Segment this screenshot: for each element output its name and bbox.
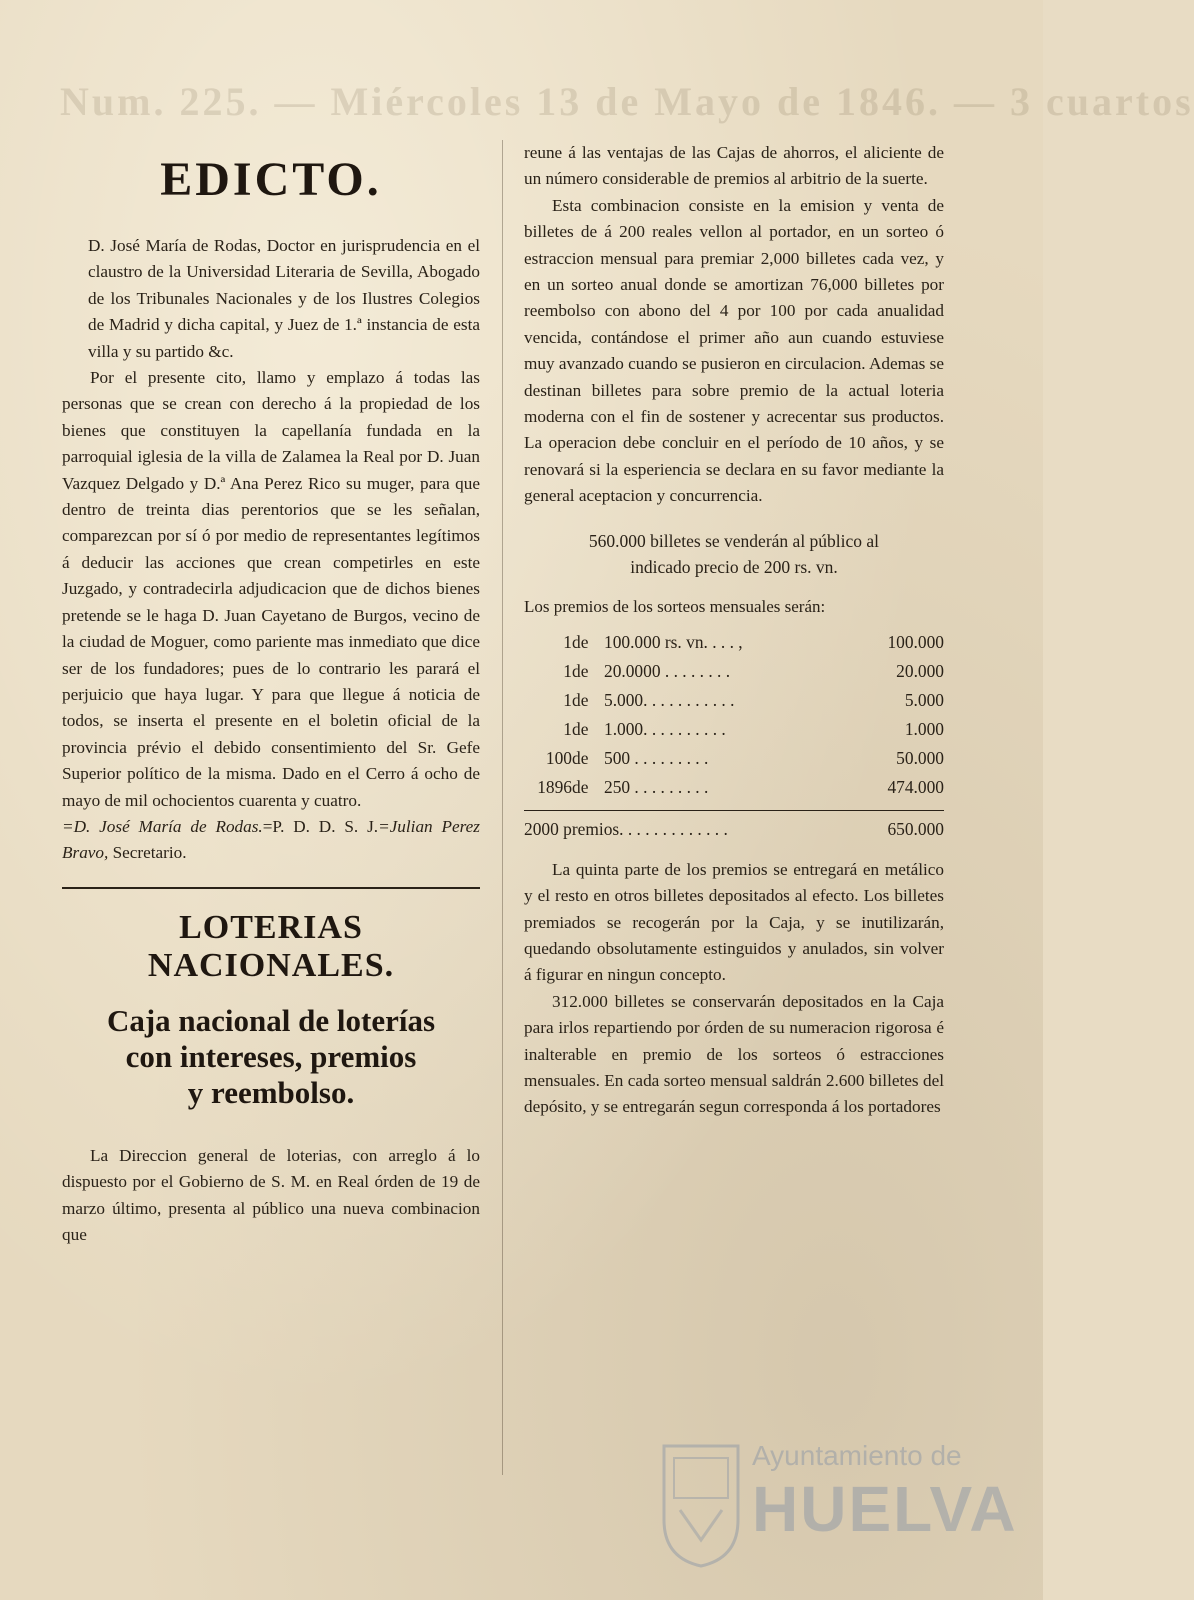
caja-title-line-1: Caja nacional de loterías (106, 1002, 436, 1038)
edicto-title: EDICTO. (160, 153, 382, 206)
prize-amount: 50.000 (896, 747, 944, 768)
prize-desc: 500 . . . . . . . . . (604, 747, 709, 768)
total-label: 2000 premios. . . . . . . . . . . . . (524, 818, 728, 839)
right-para-3: La quinta parte de los premios se entregará en metálico y el resto en otros billetes depositados al efecto. Los billetes premiados se recogerán por la Caja, y se inutilizarán, quedando obsolutamente estinguidos y anulados, sin volver á figurar en ningun concepto. (524, 859, 944, 985)
prize-qty: 1 (563, 689, 572, 710)
notice-line-2: indicado precio de 200 rs. vn. (630, 556, 838, 577)
right-para-4: 312.000 billetes se conservarán depositados en la Caja para irlos repartiendo por órden de su numeracion rigorosa é inalterable en premio de los sorteos ó estracciones mensuales. En cada sorteo mensual saldrán 2.600 billetes del depósito, y se entregarán segun corresponda á los portadores (524, 991, 944, 1117)
prizes-total (524, 815, 944, 843)
edicto-signatures (62, 814, 480, 867)
right-column (524, 140, 944, 1121)
left-column (62, 140, 480, 1248)
signature-pd: =P. D. D. S. J. (262, 816, 379, 836)
right-para-2: Esta combinacion consiste en la emision y venta de billetes de á 200 reales vellon al portador, en un sorteo ó estraccion mensual para premiar 2,000 billetes cada vez, y en un sorteo anual donde se amortizan 76,000 billetes por reembolso con abono del 4 por 100 por cada anualidad vencida, contándose el primer año aun cuando estuviese muy avanzado cuando se pusieron en circulacion. Ademas se destinan billetes para sobre premio de la actual loteria moderna con el fin de sostener y acrecentar sus productos. La operacion debe concluir en el período de 10 años, y se renovará si la esperiencia se declara en su favor mediante la general aceptacion y concurrencia. (524, 195, 944, 506)
watermark-line-1: Ayuntamiento de (752, 1440, 962, 1471)
prize-desc: 1.000. . . . . . . . . . (604, 718, 726, 739)
caja-title-line-3: y reembolso. (187, 1074, 355, 1110)
prize-de: de (572, 776, 589, 797)
prize-desc: 5.000. . . . . . . . . . . (604, 689, 735, 710)
prize-de: de (572, 747, 589, 768)
prize-de: de (572, 689, 589, 710)
edicto-intro: D. José María de Rodas, Doctor en jurisprudencia en el claustro de la Universidad Literaria de Sevilla, Abogado de los Tribunales Nacionales y de los Ilustres Colegios de Madrid y dicha capital, y Juez de 1.ª instancia de esta villa y su partido &c. (88, 236, 480, 361)
caja-title (62, 1003, 480, 1111)
prize-de: de (572, 718, 589, 739)
total-rule (524, 810, 944, 811)
prize-qty: 1896 (537, 776, 572, 797)
prize-amount: 1.000 (904, 718, 944, 739)
prize-amount: 20.000 (896, 660, 944, 681)
prize-de: de (572, 631, 589, 652)
signature-secretary-role: Secretario. (108, 843, 187, 863)
prize-amount: 100.000 (887, 631, 944, 652)
prize-desc: 20.0000 . . . . . . . . (604, 660, 731, 681)
prize-row (524, 773, 944, 802)
watermark-line-2: HUELVA (752, 1473, 1018, 1545)
prize-de: de (572, 660, 589, 681)
prize-row (524, 628, 944, 657)
prize-qty: 1 (563, 718, 572, 739)
coat-of-arms-icon (660, 1440, 742, 1570)
loterias-title: LOTERIAS NACIONALES. (147, 908, 395, 984)
prize-desc: 100.000 rs. vn. . . . , (604, 631, 743, 652)
column-divider (502, 140, 503, 1475)
prize-qty: 1 (563, 660, 572, 681)
prize-row (524, 715, 944, 744)
notice-line-1: 560.000 billetes se venderán al público al (588, 530, 880, 551)
prize-amount: 474.000 (887, 776, 944, 797)
bleed-through-header: Num. 225. — Miércoles 13 de Mayo de 1846. — 3 cuartos (60, 79, 1194, 124)
caja-body: La Direccion general de loterias, con arreglo á lo dispuesto por el Gobierno de S. M. en Real órden de 19 de marzo último, presenta al público una nueva combinacion que (62, 1145, 480, 1244)
edicto-body: Por el presente cito, llamo y emplazo á todas las personas que se crean con derecho á la propiedad de los bienes que constituyen la capellanía fundada en la parroquial iglesia de la villa de Zalamea la Real por D. Juan Vazquez Delgado y D.ª Ana Perez Rico su muger, para que dentro de treinta dias perentorios que se les señalan, comparezcan por sí ó por medio de representantes legítimos á deducir las acciones que crean competirles en este Juzgado, y contradecirla adjudicacion que de dichos bienes pretende se le haga D. Juan Cayetano de Burgos, vecino de la ciudad de Moguer, como pariente mas inmediato que dice ser de los fundadores; pues de lo contrario les parará el perjuicio que haya lugar. Y para que llegue á noticia de todos, se inserta el presente en el boletin oficial de la provincia prévio el debido consentimiento del Sr. Gefe Superior político de la misma. Dado en el Cerro á ocho de mayo de mil ochocientos cuarenta y cuatro. (62, 368, 480, 810)
signature-judge: =D. José María de Rodas. (62, 816, 263, 836)
prizes-heading: Los premios de los sorteos mensuales serán: (524, 596, 826, 616)
prizes-table (524, 628, 944, 802)
total-amount: 650.000 (887, 818, 944, 839)
prize-row (524, 744, 944, 773)
archive-watermark (660, 1440, 1018, 1570)
prize-amount: 5.000 (904, 689, 944, 710)
prize-row (524, 686, 944, 715)
signature-secretary: =Julian Perez Bravo, (62, 816, 480, 863)
prize-qty: 100 (545, 747, 572, 768)
prize-qty: 1 (563, 631, 572, 652)
right-para-1: reune á las ventajas de las Cajas de ahorros, el aliciente de un número considerable de premios al arbitrio de la suerte. (524, 143, 944, 189)
prize-row (524, 657, 944, 686)
prize-desc: 250 . . . . . . . . . (604, 776, 709, 797)
section-rule (62, 887, 480, 889)
billetes-notice (524, 528, 944, 580)
caja-title-line-2: con intereses, premios (125, 1038, 417, 1074)
